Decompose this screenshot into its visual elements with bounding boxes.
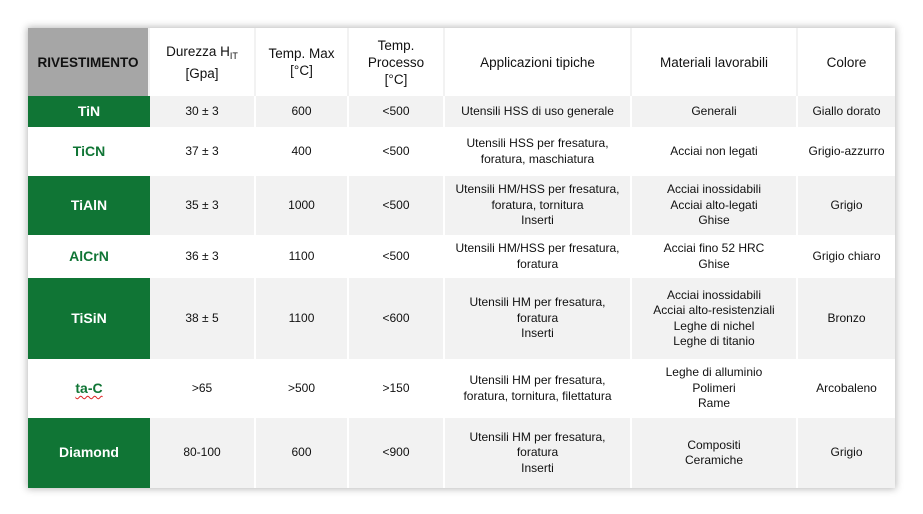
temp-process-cell: <500 [349,96,445,127]
header-materials: Materiali lavorabili [632,28,798,96]
coating-name-text: TiSiN [71,309,107,326]
temp-process-cell: <500 [349,235,445,278]
hardness-cell: 35 ± 3 [150,176,256,235]
materials-cell-line: Compositi [687,437,741,452]
applications-cell-line: foratura, maschiatura [480,151,595,166]
materials-cell [632,127,798,176]
header-color: Colore [798,28,895,96]
applications-cell-line: foratura [516,445,559,460]
table-row [28,176,895,235]
materials-cell-line: Ghise [698,256,730,271]
hardness-cell: >65 [150,359,256,418]
table-row [28,418,895,488]
color-cell: Bronzo [798,278,895,359]
hardness-cell: 30 ± 3 [150,96,256,127]
applications-cell-line: Inserti [521,213,554,228]
color-cell: Giallo dorato [798,96,895,127]
coating-name [28,96,150,127]
materials-cell-line: Ghise [698,213,730,228]
temp-max-cell: 1100 [256,235,349,278]
materials-cell [632,235,798,278]
applications-cell-line: Utensili HM per fresatura, [469,429,606,444]
temp-max-cell: >500 [256,359,349,418]
table-row [28,96,895,127]
materials-cell-line: Leghe di titanio [673,334,755,348]
applications-cell [445,359,632,418]
coating-name [28,176,150,235]
table-row [28,127,895,176]
hardness-cell: 37 ± 3 [150,127,256,176]
applications-cell-line: foratura, tornitura, filettatura [463,388,612,403]
temp-max-cell: 600 [256,96,349,127]
coating-name [28,127,150,176]
coating-name-text: ta-C [75,379,103,396]
table-body [28,96,895,488]
applications-cell-line: Inserti [521,326,554,341]
temp-process-cell: <900 [349,418,445,488]
table-row [28,278,895,359]
temp-max-cell: 600 [256,418,349,488]
header-applications: Applicazioni tipiche [445,28,632,96]
temp-process-cell: <500 [349,176,445,235]
coating-name [28,278,150,359]
materials-cell-line: Leghe di alluminio [665,365,763,380]
applications-cell [445,127,632,176]
materials-cell [632,176,798,235]
applications-cell-line: Utensili HSS di uso generale [461,103,614,118]
materials-cell [632,359,798,418]
applications-cell-line: Utensili HSS per fresatura, [466,136,609,150]
materials-cell-line: Generali [691,103,737,118]
applications-cell [445,176,632,235]
applications-cell-line: Utensili HM/HSS per fresatura, [455,241,620,255]
applications-cell [445,96,632,127]
materials-cell [632,418,798,488]
applications-cell-line: Utensili HM/HSS per fresatura, [455,182,620,197]
color-cell: Grigio chiaro [798,235,895,278]
coating-name [28,359,150,418]
header-hardness [150,28,256,96]
materials-cell-line: Acciai inossidabili [666,182,762,197]
materials-cell-line: Acciai non legati [670,143,758,158]
applications-cell-line: foratura [516,310,559,325]
applications-cell-line: Utensili HM per fresatura, [469,295,606,310]
hardness-cell: 36 ± 3 [150,235,256,278]
temp-process-cell: <500 [349,127,445,176]
hardness-cell: 38 ± 5 [150,278,256,359]
applications-cell [445,418,632,488]
materials-cell [632,96,798,127]
header-temp-process-label-2: Processo [367,54,425,70]
materials-cell [632,278,798,359]
color-cell: Grigio [798,176,895,235]
header-temp-process-unit: [°C] [384,71,408,87]
header-temp-max [256,28,349,96]
temp-max-cell: 1000 [256,176,349,235]
materials-cell-line: Acciai inossidabili [666,287,762,302]
coating-table-frame [28,28,895,488]
materials-cell-line: Leghe di nichel [673,318,755,333]
table-row [28,359,895,418]
applications-cell-line: foratura, tornitura [491,197,584,212]
color-cell: Grigio-azzurro [798,127,895,176]
coating-name-text: TiCN [72,142,106,159]
applications-cell-line: foratura [516,256,559,271]
applications-cell-line: Utensili HM per fresatura, [469,373,606,387]
materials-cell-line: Rame [697,396,730,411]
temp-max-cell: 400 [256,127,349,176]
temp-max-cell: 1100 [256,278,349,359]
coating-name-text: TiN [77,102,101,119]
coating-table [28,28,895,488]
color-cell: Arcobaleno [798,359,895,418]
header-coating: RIVESTIMENTO [28,28,150,96]
coating-name [28,235,150,278]
header-row [28,28,895,96]
materials-cell-line: Polimeri [692,380,736,395]
header-temp-process-label-1: Temp. [377,37,415,53]
header-hardness-unit: [Gpa] [185,65,219,81]
applications-cell [445,278,632,359]
header-temp-max-unit: [°C] [290,63,313,78]
materials-cell-line: Acciai alto-resistenziali [653,303,775,317]
materials-cell-line: Ceramiche [684,453,744,467]
materials-cell-line: Acciai alto-legati [670,197,758,212]
header-temp-process [349,28,445,96]
coating-name-text: TiAlN [70,196,108,213]
table-row [28,235,895,278]
materials-cell-line: Acciai fino 52 HRC [663,241,765,255]
coating-name-text: Diamond [59,444,119,461]
header-temp-max-label: Temp. Max [268,46,335,61]
header-hardness-label: Durezza H [166,43,230,59]
header-hardness-subscript: IT [229,50,238,61]
applications-cell-line: Inserti [521,460,554,475]
coating-name-text: AlCrN [69,247,109,264]
temp-process-cell: >150 [349,359,445,418]
temp-process-cell: <600 [349,278,445,359]
hardness-cell: 80-100 [150,418,256,488]
color-cell: Grigio [798,418,895,488]
applications-cell [445,235,632,278]
coating-name [28,418,150,488]
